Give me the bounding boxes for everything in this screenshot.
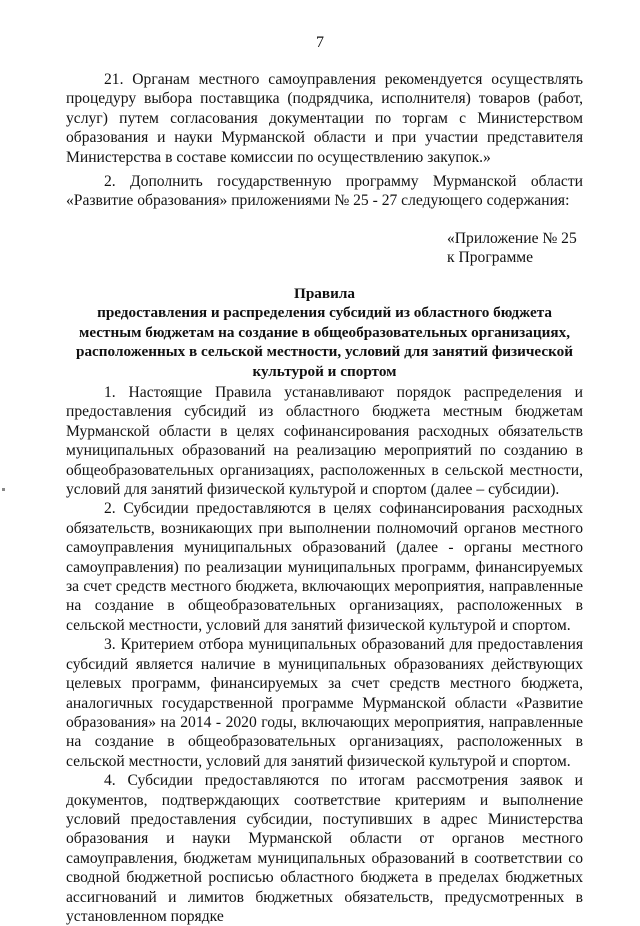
rules-items (66, 383, 583, 926)
annex-reference (447, 229, 577, 268)
paragraph-2 (66, 172, 583, 211)
page-number: 7 (316, 34, 324, 51)
rules-title-line-2: предоставления и распределения субсидий из областного бюджета (97, 304, 552, 322)
rules-item-4: 4. Субсидии предоставляются по итогам рассмотрения заявок и документов, подтверждающих соответствие критериям и выполнение условий предоставления субсидии, поступивших в адрес Министерства образования и науки Мурманской области от органов местного самоуправления, бюджетам муниципальных образований в соответствии со сводной бюджетной росписью областного бюджета в пределах бюджетных ассигнований и лимитов бюджетных обязательств, предусмотренных в установленном порядке (66, 772, 583, 925)
rules-title-line-5: культурой и спортом (252, 362, 397, 380)
rules-title (66, 284, 583, 381)
annex-line-2: к Программе (447, 249, 534, 267)
annex-line-1: «Приложение № 25 (447, 230, 577, 247)
paragraph-21 (66, 70, 583, 167)
margin-mark (2, 488, 5, 491)
rules-title-line-1: Правила (294, 285, 355, 302)
rules-item-2: 2. Субсидии предоставляются в целях софинансирования расходных обязательств, возникающих при выполнении полномочий органов местного самоуправления муниципальных образований (далее - органы местного самоуправления) по реализации муниципальных программ, финансируемых за счет средств местного бюджета, включающих мероприятия, направленные на создание в общеобразовательных организациях, расположенных в сельской местности, условий для занятий физической культурой и спортом. (66, 500, 583, 634)
rules-title-line-3: местным бюджетам на создание в общеобразовательных организациях, (79, 323, 570, 341)
rules-item-3: 3. Критерием отбора муниципальных образований для предоставления субсидий является наличие в муниципальных образованиях действующих целевых программ, финансируемых за счет средств местного бюджета, аналогичных государственной программе Мурманской области «Развитие образования» на 2014 - 2020 годы, включающих мероприятия, направленные на создание в общеобразовательных организациях, расположенных в сельской местности, условий для занятий физической культурой и спортом. (66, 636, 583, 770)
rules-title-line-4: расположенных в сельской местности, условий для занятий физической (76, 343, 573, 361)
paragraph-2-text: 2. Дополнить государственную программу Мурманской области «Развитие образования» приложениями № 25 - 27 следующего содержания: (66, 173, 583, 210)
rules-item-1: 1. Настоящие Правила устанавливают порядок распределения и предоставления субсидий из областного бюджета местным бюджетам Мурманской области в целях софинансирования расходных обязательств муниципальных образований на реализацию мероприятий по созданию в общеобразовательных организациях, расположенных в сельской местности, условий для занятий физической культурой и спортом (далее – субсидии). (66, 384, 583, 499)
paragraph-21-text: 21. Органам местного самоуправления рекомендуется осуществлять процедуру выбора поставщика (подрядчика, исполнителя) товаров (работ, услуг) путем согласования документации по торгам с Министерством образования и науки Мурманской области и при участии представителя Министерства в составе комиссии по осуществлению закупок.» (66, 71, 583, 166)
